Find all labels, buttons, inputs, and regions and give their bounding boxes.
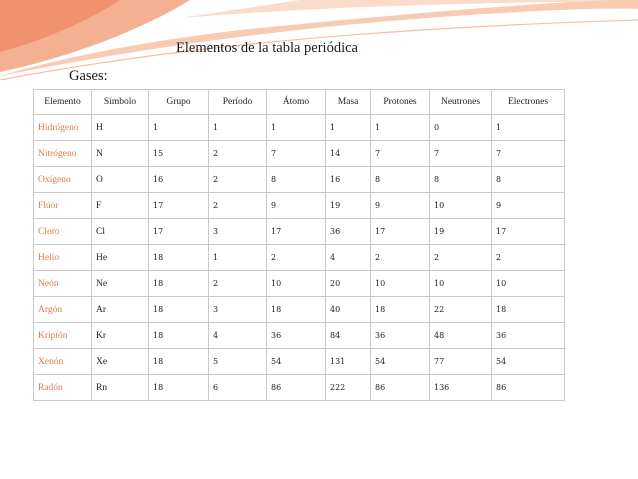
cell-symbol: Cl bbox=[92, 219, 149, 245]
cell-symbol: N bbox=[92, 141, 149, 167]
header-simbolo: Símbolo bbox=[92, 90, 149, 115]
cell-mass: 222 bbox=[326, 375, 371, 401]
table-row bbox=[34, 245, 565, 271]
cell-mass: 4 bbox=[326, 245, 371, 271]
cell-protons: 17 bbox=[371, 219, 430, 245]
cell-atomic-number: 2 bbox=[267, 245, 326, 271]
cell-period: 2 bbox=[209, 271, 267, 297]
header-periodo: Período bbox=[209, 90, 267, 115]
cell-neutrons: 8 bbox=[430, 167, 492, 193]
cell-protons: 2 bbox=[371, 245, 430, 271]
cell-protons: 9 bbox=[371, 193, 430, 219]
cell-neutrons: 136 bbox=[430, 375, 492, 401]
header-neutrones: Neutrones bbox=[430, 90, 492, 115]
element-name-link[interactable]: Xenón bbox=[34, 349, 92, 375]
cell-atomic-number: 8 bbox=[267, 167, 326, 193]
cell-electrons: 7 bbox=[492, 141, 565, 167]
element-name-link[interactable]: Neón bbox=[34, 271, 92, 297]
cell-group: 18 bbox=[149, 349, 209, 375]
cell-symbol: Kr bbox=[92, 323, 149, 349]
cell-period: 3 bbox=[209, 219, 267, 245]
cell-period: 5 bbox=[209, 349, 267, 375]
cell-symbol: He bbox=[92, 245, 149, 271]
cell-atomic-number: 10 bbox=[267, 271, 326, 297]
table-header-row bbox=[34, 90, 565, 115]
cell-period: 2 bbox=[209, 193, 267, 219]
table-row bbox=[34, 141, 565, 167]
cell-period: 2 bbox=[209, 141, 267, 167]
cell-period: 4 bbox=[209, 323, 267, 349]
cell-electrons: 86 bbox=[492, 375, 565, 401]
cell-electrons: 10 bbox=[492, 271, 565, 297]
cell-atomic-number: 54 bbox=[267, 349, 326, 375]
cell-protons: 8 bbox=[371, 167, 430, 193]
table-row bbox=[34, 115, 565, 141]
cell-electrons: 8 bbox=[492, 167, 565, 193]
cell-symbol: Xe bbox=[92, 349, 149, 375]
table-row bbox=[34, 297, 565, 323]
cell-neutrons: 19 bbox=[430, 219, 492, 245]
cell-mass: 40 bbox=[326, 297, 371, 323]
element-name-link[interactable]: Argón bbox=[34, 297, 92, 323]
table-row bbox=[34, 323, 565, 349]
cell-group: 18 bbox=[149, 271, 209, 297]
cell-protons: 36 bbox=[371, 323, 430, 349]
cell-group: 16 bbox=[149, 167, 209, 193]
cell-symbol: Rn bbox=[92, 375, 149, 401]
cell-symbol: F bbox=[92, 193, 149, 219]
cell-mass: 19 bbox=[326, 193, 371, 219]
cell-group: 18 bbox=[149, 245, 209, 271]
cell-electrons: 36 bbox=[492, 323, 565, 349]
cell-atomic-number: 7 bbox=[267, 141, 326, 167]
table-row bbox=[34, 219, 565, 245]
header-protones: Protones bbox=[371, 90, 430, 115]
table-row bbox=[34, 349, 565, 375]
cell-atomic-number: 18 bbox=[267, 297, 326, 323]
cell-group: 18 bbox=[149, 323, 209, 349]
cell-electrons: 18 bbox=[492, 297, 565, 323]
cell-symbol: Ne bbox=[92, 271, 149, 297]
cell-protons: 54 bbox=[371, 349, 430, 375]
cell-atomic-number: 36 bbox=[267, 323, 326, 349]
cell-electrons: 1 bbox=[492, 115, 565, 141]
element-name-link[interactable]: Flúor bbox=[34, 193, 92, 219]
cell-group: 1 bbox=[149, 115, 209, 141]
cell-mass: 36 bbox=[326, 219, 371, 245]
cell-atomic-number: 86 bbox=[267, 375, 326, 401]
cell-electrons: 9 bbox=[492, 193, 565, 219]
cell-group: 17 bbox=[149, 193, 209, 219]
cell-protons: 7 bbox=[371, 141, 430, 167]
table-row bbox=[34, 167, 565, 193]
cell-mass: 131 bbox=[326, 349, 371, 375]
cell-period: 2 bbox=[209, 167, 267, 193]
cell-neutrons: 77 bbox=[430, 349, 492, 375]
cell-neutrons: 0 bbox=[430, 115, 492, 141]
element-name-link[interactable]: Nitrógeno bbox=[34, 141, 92, 167]
header-masa: Masa bbox=[326, 90, 371, 115]
cell-mass: 84 bbox=[326, 323, 371, 349]
cell-period: 3 bbox=[209, 297, 267, 323]
element-name-link[interactable]: Hidrógeno bbox=[34, 115, 92, 141]
cell-mass: 1 bbox=[326, 115, 371, 141]
cell-neutrons: 2 bbox=[430, 245, 492, 271]
cell-atomic-number: 17 bbox=[267, 219, 326, 245]
cell-mass: 14 bbox=[326, 141, 371, 167]
cell-symbol: Ar bbox=[92, 297, 149, 323]
section-heading: Gases: bbox=[69, 68, 108, 84]
cell-protons: 18 bbox=[371, 297, 430, 323]
cell-period: 1 bbox=[209, 115, 267, 141]
cell-group: 18 bbox=[149, 297, 209, 323]
elements-table bbox=[33, 89, 565, 401]
element-name-link[interactable]: Kriptón bbox=[34, 323, 92, 349]
cell-atomic-number: 1 bbox=[267, 115, 326, 141]
element-name-link[interactable]: Helio bbox=[34, 245, 92, 271]
cell-period: 6 bbox=[209, 375, 267, 401]
header-electrones: Electrones bbox=[492, 90, 565, 115]
element-name-link[interactable]: Cloro bbox=[34, 219, 92, 245]
cell-atomic-number: 9 bbox=[267, 193, 326, 219]
page-title: Elementos de la tabla periódica bbox=[176, 40, 358, 56]
cell-mass: 16 bbox=[326, 167, 371, 193]
cell-mass: 20 bbox=[326, 271, 371, 297]
cell-group: 18 bbox=[149, 375, 209, 401]
table-row bbox=[34, 271, 565, 297]
element-name-link[interactable]: Radón bbox=[34, 375, 92, 401]
cell-symbol: O bbox=[92, 167, 149, 193]
header-elemento: Elemento bbox=[34, 90, 92, 115]
header-grupo: Grupo bbox=[149, 90, 209, 115]
cell-symbol: H bbox=[92, 115, 149, 141]
cell-neutrons: 7 bbox=[430, 141, 492, 167]
cell-electrons: 17 bbox=[492, 219, 565, 245]
cell-neutrons: 10 bbox=[430, 193, 492, 219]
cell-period: 1 bbox=[209, 245, 267, 271]
cell-neutrons: 10 bbox=[430, 271, 492, 297]
cell-protons: 86 bbox=[371, 375, 430, 401]
cell-group: 15 bbox=[149, 141, 209, 167]
cell-neutrons: 48 bbox=[430, 323, 492, 349]
cell-protons: 10 bbox=[371, 271, 430, 297]
cell-protons: 1 bbox=[371, 115, 430, 141]
table-row bbox=[34, 375, 565, 401]
cell-group: 17 bbox=[149, 219, 209, 245]
header-atomo: Átomo bbox=[267, 90, 326, 115]
table-row bbox=[34, 193, 565, 219]
element-name-link[interactable]: Oxígeno bbox=[34, 167, 92, 193]
cell-neutrons: 22 bbox=[430, 297, 492, 323]
cell-electrons: 54 bbox=[492, 349, 565, 375]
cell-electrons: 2 bbox=[492, 245, 565, 271]
